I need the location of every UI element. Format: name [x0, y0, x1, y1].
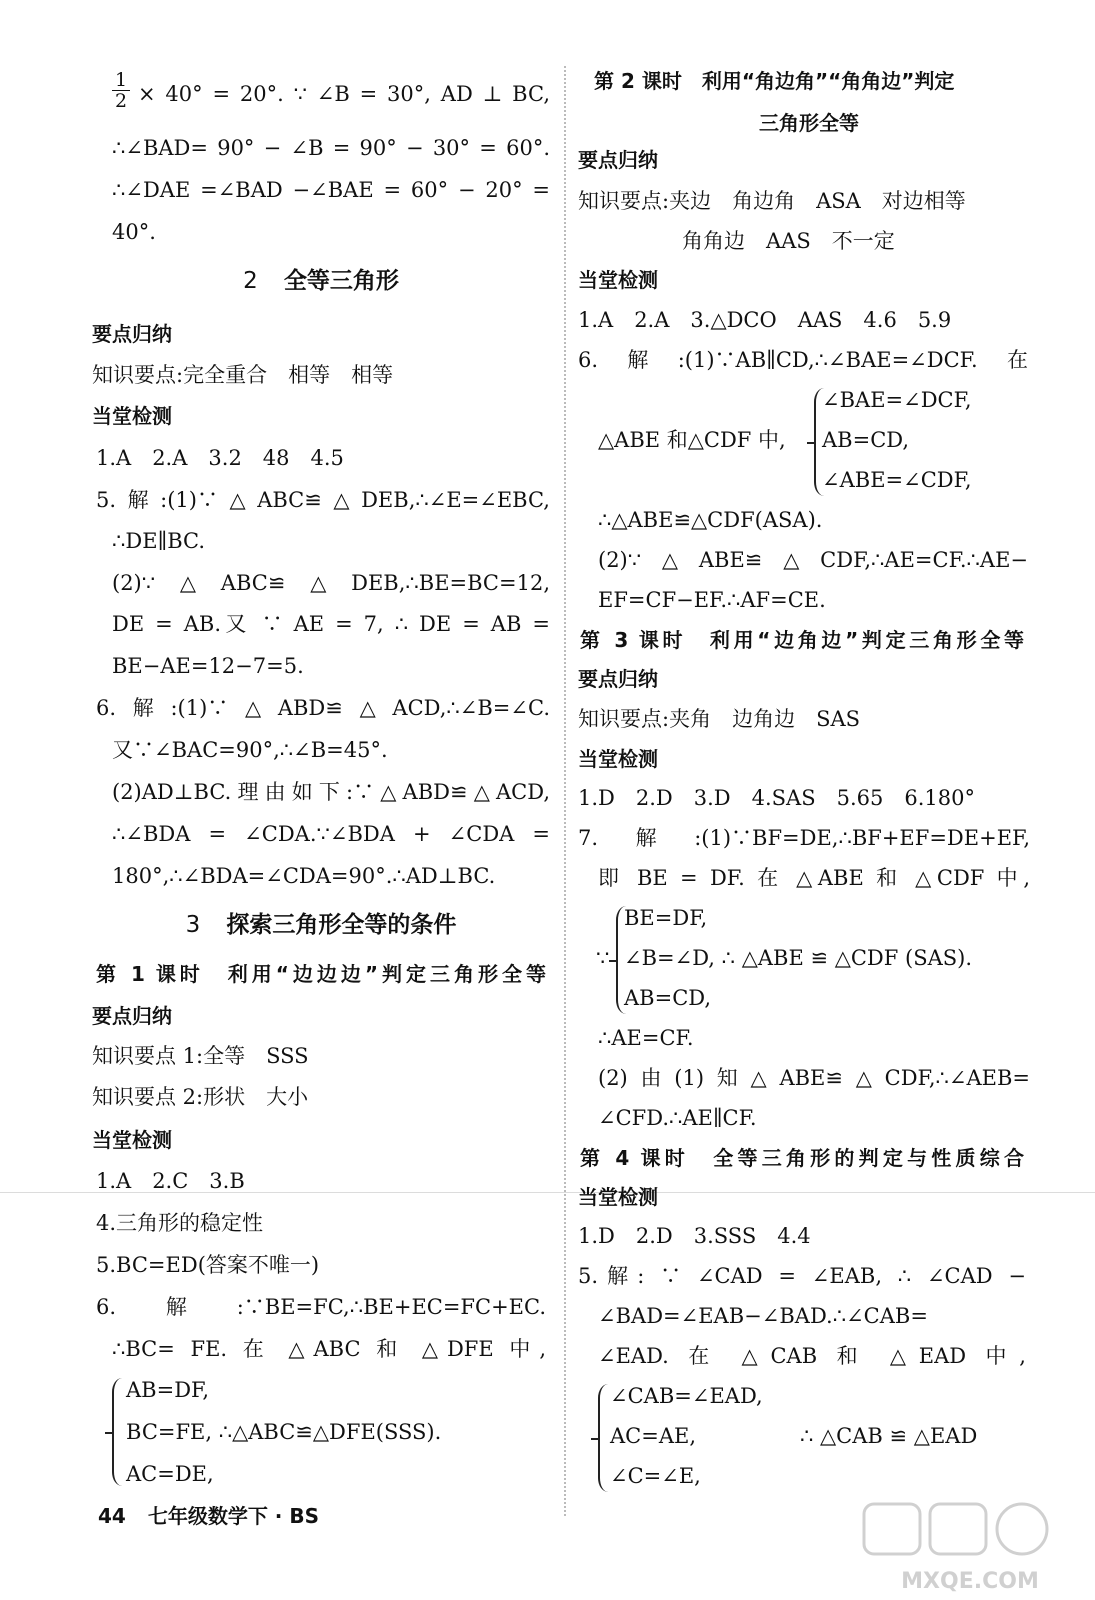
- text-line: DE = AB.又 ∵ AE = 7, ∴ DE = AB =: [112, 612, 550, 636]
- text-line: ∠CAB=∠EAD,: [610, 1384, 763, 1408]
- text-line: BC=FE, ∴△ABC≌△DFE(SSS).: [126, 1420, 442, 1444]
- lesson-heading: 第 3 课时 利用“边角边”判定三角形全等: [580, 628, 1024, 652]
- watermark-text: MXQE.COM: [901, 1569, 1039, 1594]
- fraction-one-half: [112, 70, 130, 111]
- text-line: ∠EAD. 在 △CAB 和 △EAD 中,: [598, 1344, 1026, 1368]
- text-line: 1.D 2.D 3.SSS 4.4: [578, 1224, 811, 1248]
- text-line: ∠CFD.∴AE∥CF.: [598, 1106, 757, 1130]
- lesson-heading: 第 2 课时 利用“角边角”“角角边”判定: [594, 69, 955, 93]
- section-heading-3: [92, 911, 550, 939]
- section-number: 3: [185, 912, 201, 938]
- page-number: 44: [98, 1504, 126, 1528]
- subheading-class-test: 当堂检测: [92, 1128, 172, 1152]
- subheading-key-points: 要点归纳: [92, 322, 172, 346]
- text-line: △ABE 和△CDF 中,: [598, 428, 786, 452]
- text-line: 知识要点:夹边 角边角 ASA 对边相等: [578, 189, 966, 213]
- text-line: 6.解:∵BE=FC,∴BE+EC=FC+EC.: [96, 1295, 546, 1319]
- section-heading-2: [92, 267, 550, 295]
- subheading-key-points: 要点归纳: [92, 1004, 172, 1028]
- text-line: ∠B=∠D, ∴ △ABE ≌ △CDF (SAS).: [624, 946, 973, 970]
- fraction-denominator: 2: [114, 90, 128, 112]
- text-line: 即 BE = DF. 在 △ABE 和 △CDF 中,: [598, 866, 1030, 890]
- text-line: × 40° = 20°. ∵ ∠B = 30°, AD ⊥ BC,: [138, 82, 550, 106]
- text-line: AB=DF,: [126, 1378, 210, 1402]
- section-title: 探索三角形全等的条件: [226, 912, 457, 938]
- text-line: AC=DE,: [126, 1462, 214, 1486]
- text-line: 知识要点 1:全等 SSS: [92, 1044, 309, 1068]
- text-line: 知识要点 2:形状 大小: [92, 1085, 309, 1109]
- text-line: BE−AE=12−7=5.: [112, 654, 304, 678]
- text-line: ∠ABE=∠CDF,: [822, 468, 972, 492]
- text-line: 知识要点:完全重合 相等 相等: [92, 363, 394, 387]
- text-line: 1.A 2.A 3.2 48 4.5: [96, 446, 344, 470]
- text-line: 知识要点:夹角 边角边 SAS: [578, 707, 861, 731]
- book-label: 七年级数学下 · BS: [147, 1504, 320, 1528]
- text-line: (2)由(1)知△ABE≌△CDF,∴∠AEB=: [598, 1066, 1030, 1090]
- text-line: ∠C=∠E,: [610, 1464, 701, 1488]
- text-line: 又∵∠BAC=90°,∴∠B=45°.: [112, 738, 388, 762]
- watermark-logo: [862, 1502, 1077, 1594]
- lesson-heading: 第 4 课时 全等三角形的判定与性质综合: [580, 1146, 1024, 1170]
- text-line: ∴∠DAE =∠BAD −∠BAE = 60° − 20° =: [112, 178, 550, 202]
- text-line: 5.BC=ED(答案不唯一): [96, 1253, 320, 1277]
- text-line: AB=CD,: [624, 986, 712, 1010]
- section-number: 2: [243, 268, 258, 294]
- lesson-heading: 第 1 课时 利用“边边边”判定三角形全等: [96, 962, 546, 986]
- text-line: ∠BAD=∠EAB−∠BAD.∴∠CAB=: [598, 1304, 928, 1328]
- text-line: 角角边 AAS 不一定: [682, 229, 895, 253]
- text-line: 6.解:(1)∵△ABD≌△ACD,∴∠B=∠C.: [96, 696, 550, 720]
- subheading-class-test: 当堂检测: [578, 1185, 658, 1209]
- section-title: 全等三角形: [283, 268, 399, 294]
- text-line: (2)∵△ABC≌△DEB,∴BE=BC=12,: [112, 571, 550, 595]
- text-line: 4.三角形的稳定性: [96, 1211, 264, 1235]
- column-divider: [564, 66, 566, 1516]
- text-line: ∴DE∥BC.: [112, 529, 206, 553]
- subheading-key-points: 要点归纳: [578, 667, 658, 691]
- text-line: AC=AE,: [610, 1424, 696, 1448]
- lesson-heading-continued: 三角形全等: [759, 111, 859, 135]
- text-line: ∠BAE=∠DCF,: [822, 388, 972, 412]
- subheading-class-test: 当堂检测: [578, 747, 658, 771]
- brace-symbol: [598, 1384, 610, 1492]
- text-line: 7.解:(1)∵BF=DE,∴BF+EF=DE+EF,: [578, 826, 1030, 850]
- text-line: 1.A 2.A 3.△DCO AAS 4.6 5.9: [578, 308, 952, 332]
- text-line: 5.解:(1)∵△ABC≌△DEB,∴∠E=∠EBC,: [96, 488, 550, 512]
- text-line: ∴ △CAB ≌ △EAD: [800, 1424, 978, 1448]
- because-symbol: ∵: [596, 946, 610, 970]
- text-line: BE=DF,: [624, 906, 708, 930]
- text-line: AB=CD,: [822, 428, 910, 452]
- text-line: 1.D 2.D 3.D 4.SAS 5.65 6.180°: [578, 786, 975, 810]
- text-line: 6.解:(1)∵AB∥CD,∴∠BAE=∠DCF.在: [578, 348, 1028, 372]
- text-line: ∴△ABE≌△CDF(ASA).: [598, 508, 823, 532]
- fraction-numerator: 1: [112, 70, 130, 91]
- text-line: (2)AD⊥BC.理由如下:∵△ABD≌△ACD,: [112, 780, 550, 804]
- subheading-class-test: 当堂检测: [92, 404, 172, 428]
- page-footer: [98, 1500, 319, 1529]
- text-line: ∴BC= FE. 在 △ABC 和 △DFE 中,: [112, 1337, 546, 1361]
- text-line: 1.A 2.C 3.B: [96, 1169, 245, 1193]
- brace-symbol: [112, 1378, 124, 1486]
- text-line: 180°,∴∠BDA=∠CDA=90°.∴AD⊥BC.: [112, 864, 496, 888]
- text-line: 5.解: ∵ ∠CAD = ∠EAB, ∴ ∠CAD −: [578, 1264, 1026, 1288]
- text-line: ∴AE=CF.: [598, 1026, 694, 1050]
- subheading-class-test: 当堂检测: [578, 268, 658, 292]
- text-line: EF=CF−EF.∴AF=CE.: [598, 588, 826, 612]
- subheading-key-points: 要点归纳: [578, 148, 658, 172]
- text-line: (2)∵△ABE≌△CDF,∴AE=CF.∴AE−: [598, 548, 1028, 572]
- text-line: ∴∠BAD= 90° − ∠B = 90° − 30° = 60°.: [112, 136, 550, 160]
- text-line: 40°.: [112, 220, 156, 244]
- text-line: ∴∠BDA = ∠CDA.∵∠BDA + ∠CDA =: [112, 822, 550, 846]
